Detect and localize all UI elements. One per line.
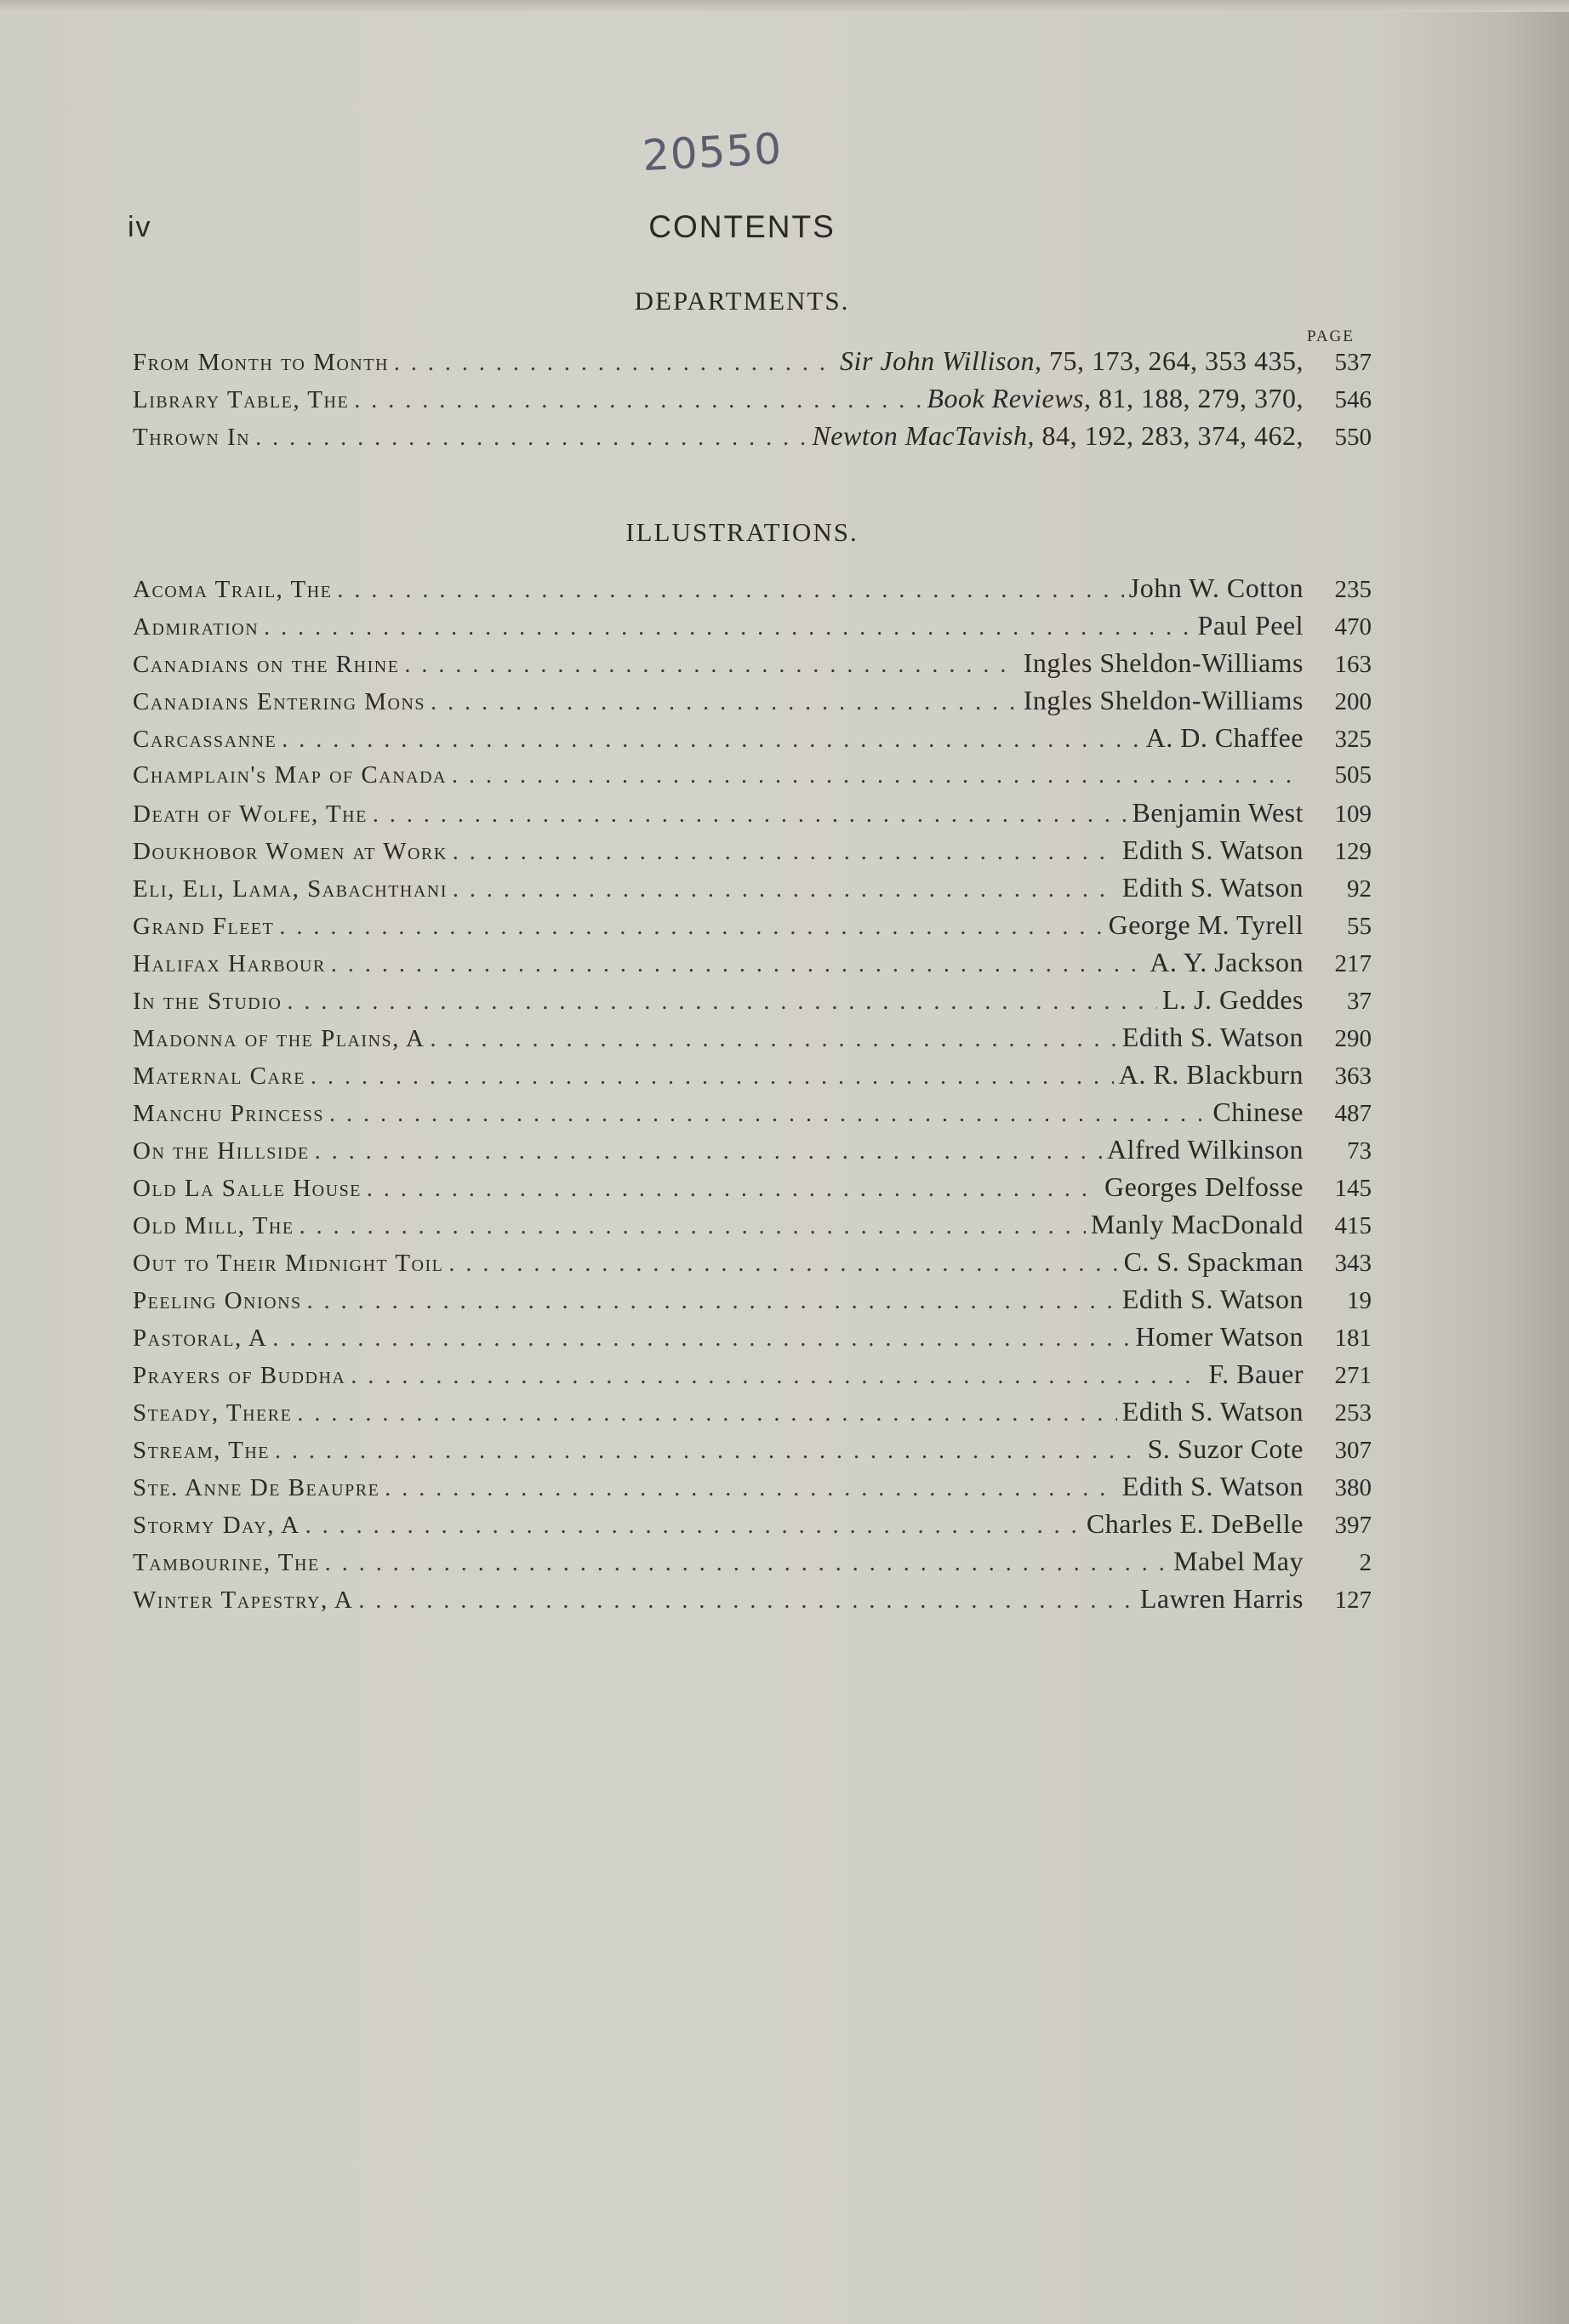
illustration-title: Canadians Entering Mons (133, 688, 426, 715)
illustration-entry (133, 1018, 1372, 1056)
illustration-page: 73 (1347, 1137, 1372, 1165)
dot-leader (331, 946, 1144, 981)
department-entry (133, 379, 1372, 417)
department-title: Thrown In (133, 424, 251, 451)
illustration-entry (133, 906, 1372, 943)
illustration-artist: Homer Watson (1135, 1321, 1304, 1352)
illustration-page: 163 (1334, 651, 1372, 678)
dot-leader (358, 1582, 1134, 1617)
illustration-page: 181 (1334, 1324, 1372, 1352)
illustration-entry (133, 1131, 1372, 1168)
illustration-page: 470 (1334, 613, 1372, 641)
illustration-entry (133, 1430, 1372, 1467)
illustration-page: 505 (1334, 761, 1372, 789)
department-last-page: 537 (1334, 349, 1372, 376)
illustration-page: 19 (1347, 1287, 1372, 1314)
illustration-page: 325 (1334, 726, 1372, 753)
dot-leader (287, 983, 1157, 1018)
illustration-artist: A. R. Blackburn (1118, 1059, 1304, 1090)
dot-leader (255, 419, 807, 454)
illustration-page: 307 (1334, 1437, 1372, 1464)
illustration-title: Halifax Harbour (133, 950, 326, 977)
illustration-title: Admiration (133, 613, 260, 641)
illustration-artist: Lawren Harris (1139, 1583, 1304, 1614)
illustration-title: Champlain's Map of Canada (133, 761, 447, 789)
illustration-title: Doukhobor Women at Work (133, 838, 448, 865)
illustration-title: Out to Their Midnight Toil (133, 1250, 444, 1277)
illustration-page: 109 (1334, 800, 1372, 828)
illustration-entry (133, 981, 1372, 1018)
illustrations-list (133, 569, 1372, 1617)
department-editor: Newton MacTavish, (812, 420, 1035, 451)
department-credit (927, 379, 1304, 417)
dot-leader (431, 1021, 1117, 1056)
illustration-artist: C. S. Spackman (1123, 1246, 1304, 1277)
illustration-page: 217 (1334, 950, 1372, 977)
dot-leader (279, 909, 1103, 943)
illustration-page: 145 (1334, 1175, 1372, 1202)
department-entry (133, 342, 1372, 379)
illustration-title: Grand Fleet (133, 913, 275, 940)
illustration-entry (133, 719, 1372, 756)
illustration-page: 200 (1334, 688, 1372, 715)
illustration-entry (133, 1318, 1372, 1355)
illustration-entry (133, 1280, 1372, 1318)
illustration-entry (133, 569, 1372, 607)
illustration-title: Eli, Eli, Lama, Sabachthani (133, 875, 448, 903)
illustration-entry (133, 794, 1372, 831)
illustration-artist: Edith S. Watson (1121, 834, 1304, 865)
illustration-title: Acoma Trail, The (133, 576, 333, 603)
illustration-artist: L. J. Geddes (1162, 984, 1304, 1015)
illustration-title: Prayers of Buddha (133, 1362, 346, 1389)
department-title: From Month to Month (133, 349, 389, 376)
department-title: Library Table, The (133, 386, 350, 413)
illustration-page: 253 (1334, 1399, 1372, 1427)
illustration-title: Stream, The (133, 1437, 270, 1464)
illustration-title: Pastoral, A (133, 1324, 268, 1352)
illustration-artist: F. Bauer (1208, 1359, 1304, 1389)
illustration-title: Winter Tapestry, A (133, 1586, 354, 1614)
illustration-entry (133, 1093, 1372, 1131)
illustration-entry (133, 1168, 1372, 1205)
department-credit (812, 417, 1304, 454)
department-entry (133, 417, 1372, 454)
dot-leader (329, 1096, 1207, 1131)
illustration-artist: Edith S. Watson (1121, 1022, 1304, 1052)
dot-leader (453, 834, 1117, 869)
illustration-entry (133, 644, 1372, 681)
illustration-page: 2 (1359, 1549, 1372, 1576)
illustration-title: Old Mill, The (133, 1212, 294, 1239)
dot-leader (431, 684, 1018, 719)
illustration-artist: Paul Peel (1197, 610, 1304, 641)
illustration-entry (133, 1205, 1372, 1243)
illustration-title: Canadians on the Rhine (133, 651, 400, 678)
dot-leader (448, 1245, 1118, 1280)
illustration-artist: Charles E. DeBelle (1086, 1508, 1304, 1539)
department-pages: 75, 173, 264, 353 435, (1041, 345, 1304, 376)
department-last-page: 546 (1334, 386, 1372, 413)
illustration-entry (133, 1505, 1372, 1542)
page-folio: iv (128, 211, 152, 243)
illustration-entry (133, 681, 1372, 719)
illustration-page: 397 (1334, 1512, 1372, 1539)
dot-leader (315, 1133, 1102, 1168)
illustration-artist: Edith S. Watson (1121, 1284, 1304, 1314)
dot-leader (373, 796, 1127, 831)
running-title: CONTENTS (648, 209, 836, 244)
departments-heading: DEPARTMENTS. (634, 286, 850, 316)
illustration-artist: Manly MacDonald (1090, 1209, 1304, 1239)
illustration-entry (133, 943, 1372, 981)
illustration-artist: Georges Delfosse (1104, 1171, 1304, 1202)
dot-leader (272, 1320, 1130, 1355)
illustration-entry (133, 756, 1372, 794)
department-pages: 84, 192, 283, 374, 462, (1035, 420, 1304, 451)
handwritten-accession-number: 20550 (641, 123, 784, 181)
page-column-label: PAGE (1307, 328, 1355, 345)
dot-leader (275, 1433, 1143, 1467)
illustration-title: Death of Wolfe, The (133, 800, 368, 828)
illustration-artist: George M. Tyrell (1108, 909, 1304, 940)
illustration-artist: Ingles Sheldon-Williams (1023, 647, 1304, 678)
illustration-title: Steady, There (133, 1399, 293, 1427)
illustration-title: On the Hillside (133, 1137, 310, 1165)
illustration-artist: S. Suzor Cote (1147, 1433, 1304, 1464)
illustration-entry (133, 1056, 1372, 1093)
dot-leader (385, 1470, 1116, 1505)
departments-list (133, 342, 1372, 454)
dot-leader (337, 572, 1123, 607)
illustration-page: 129 (1334, 838, 1372, 865)
illustration-entry (133, 1580, 1372, 1617)
illustration-title: Maternal Care (133, 1062, 305, 1090)
department-credit (840, 342, 1304, 379)
dot-leader (297, 1395, 1116, 1430)
dot-leader (404, 647, 1018, 681)
illustration-page: 235 (1334, 576, 1372, 603)
department-pages: 81, 188, 279, 370, (1091, 383, 1304, 413)
dot-leader (452, 757, 1298, 794)
illustration-title: Madonna of the Plains, A (133, 1025, 425, 1052)
illustration-page: 487 (1334, 1100, 1372, 1127)
illustration-page: 290 (1334, 1025, 1372, 1052)
illustration-artist: Chinese (1212, 1096, 1304, 1127)
dot-leader (282, 721, 1140, 756)
illustration-artist: Benjamin West (1132, 797, 1304, 828)
illustration-page: 343 (1334, 1250, 1372, 1277)
illustration-entry (133, 1542, 1372, 1580)
illustration-entry (133, 1355, 1372, 1393)
department-last-page: 550 (1334, 424, 1372, 451)
illustration-artist: Edith S. Watson (1121, 872, 1304, 903)
illustration-page: 37 (1347, 988, 1372, 1015)
dot-leader (325, 1545, 1168, 1580)
illustration-entry (133, 831, 1372, 869)
dot-leader (300, 1208, 1086, 1243)
illustration-entry (133, 1393, 1372, 1430)
page-top-edge (0, 0, 1569, 12)
illustration-artist: Edith S. Watson (1121, 1396, 1304, 1427)
department-editor: Book Reviews, (927, 383, 1092, 413)
illustration-entry (133, 869, 1372, 906)
illustration-title: Peeling Onions (133, 1287, 302, 1314)
illustration-title: Manchu Princess (133, 1100, 325, 1127)
illustration-title: Stormy Day, A (133, 1512, 300, 1539)
illustration-artist: Mabel May (1173, 1546, 1304, 1576)
dot-leader (453, 871, 1117, 906)
illustration-entry (133, 1243, 1372, 1280)
illustration-entry (133, 1467, 1372, 1505)
illustration-title: Tambourine, The (133, 1549, 320, 1576)
department-editor: Sir John Willison, (840, 345, 1042, 376)
dot-leader (394, 345, 835, 379)
illustration-artist: Edith S. Watson (1121, 1471, 1304, 1501)
dot-leader (354, 382, 921, 417)
dot-leader (367, 1171, 1099, 1205)
illustration-page: 415 (1334, 1212, 1372, 1239)
illustration-page: 55 (1347, 913, 1372, 940)
illustration-title: Ste. Anne De Beaupre (133, 1474, 380, 1501)
illustration-page: 271 (1334, 1362, 1372, 1389)
illustration-page: 92 (1347, 875, 1372, 903)
dot-leader (305, 1507, 1081, 1542)
illustration-page: 363 (1334, 1062, 1372, 1090)
illustration-artist: A. D. Chaffee (1145, 722, 1304, 753)
illustration-entry (133, 607, 1372, 644)
illustration-title: Carcassanne (133, 726, 277, 753)
illustrations-heading: ILLUSTRATIONS. (625, 517, 859, 547)
illustration-title: In the Studio (133, 988, 282, 1015)
dot-leader (264, 609, 1192, 644)
illustration-artist: Ingles Sheldon-Williams (1023, 685, 1304, 715)
illustration-page: 380 (1334, 1474, 1372, 1501)
illustration-artist: John W. Cotton (1128, 572, 1304, 603)
dot-leader (311, 1058, 1114, 1093)
dot-leader (307, 1283, 1117, 1318)
dot-leader (351, 1358, 1203, 1393)
illustration-title: Old La Salle House (133, 1175, 362, 1202)
illustration-artist: A. Y. Jackson (1150, 947, 1304, 977)
illustration-artist: Alfred Wilkinson (1107, 1134, 1304, 1165)
illustration-page: 127 (1334, 1586, 1372, 1614)
